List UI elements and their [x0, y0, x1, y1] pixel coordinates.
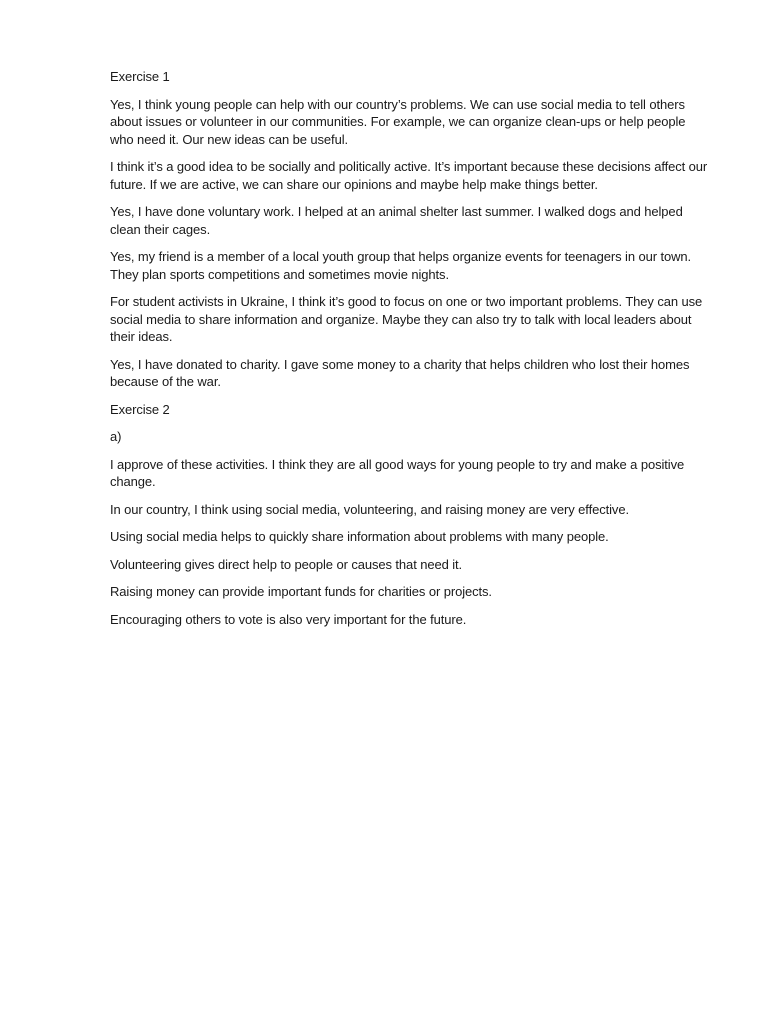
exercise-2-paragraph: In our country, I think using social media, volunteering, and raising money are very effective. — [110, 501, 629, 517]
exercise-1-paragraph: I think it’s a good idea to be socially and politically active. It’s important because these decisions affect our future. If we are active, we can share our opinions and maybe help make things better. — [110, 159, 708, 192]
document-body — [110, 68, 710, 638]
exercise-2-part-label: a) — [110, 429, 122, 444]
exercise-1-paragraph: For student activists in Ukraine, I think it’s good to focus on one or two important problems. They can use social media to share information and organize. Maybe they can also try to talk with local leaders about their ideas. — [110, 294, 703, 344]
exercise-1-heading: Exercise 1 — [110, 69, 170, 84]
exercise-2-paragraph: Volunteering gives direct help to people or causes that need it. — [110, 556, 463, 572]
exercise-1-paragraph: Yes, I have done voluntary work. I helped at an animal shelter last summer. I walked dogs and helped clean their cages. — [110, 204, 683, 237]
exercise-2-paragraph: Encouraging others to vote is also very important for the future. — [110, 611, 467, 627]
exercise-1-paragraph: Yes, my friend is a member of a local youth group that helps organize events for teenagers in our town. They plan sports competitions and sometimes movie nights. — [110, 249, 692, 282]
exercise-2-paragraph: Using social media helps to quickly share information about problems with many people. — [110, 529, 609, 544]
exercise-2-heading: Exercise 2 — [110, 401, 170, 417]
exercise-2-paragraph: I approve of these activities. I think they are all good ways for young people to try and make a positive change. — [110, 456, 685, 489]
exercise-2-paragraph: Raising money can provide important funds for charities or projects. — [110, 584, 492, 599]
exercise-1-paragraph: Yes, I think young people can help with our country’s problems. We can use social media to tell others about issues or volunteer in our communities. For example, we can organize clean-ups or help people who need it. Our new ideas can be useful. — [110, 96, 686, 147]
exercise-1-paragraph: Yes, I have donated to charity. I gave some money to a charity that helps children who lost their homes because of the war. — [110, 356, 690, 389]
